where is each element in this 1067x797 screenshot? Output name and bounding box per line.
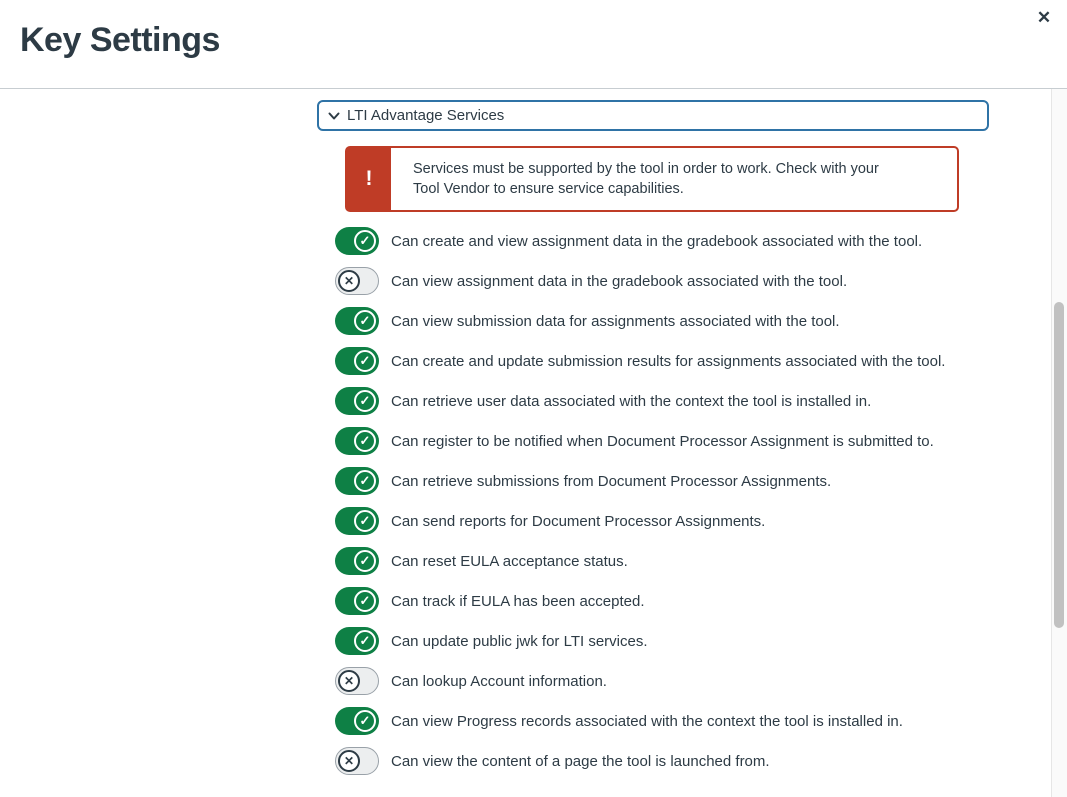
toggle-switch[interactable] <box>335 707 379 735</box>
page-title: Key Settings <box>20 21 220 59</box>
check-icon: ✓ <box>354 430 376 452</box>
check-icon: ✓ <box>354 230 376 252</box>
close-icon[interactable]: ✕ <box>1029 3 1059 33</box>
check-icon: ✓ <box>354 350 376 372</box>
toggle-label: Can view submission data for assignments associated with the tool. <box>391 312 840 330</box>
modal-header <box>0 0 1067 89</box>
toggle-label: Can view Progress records associated with the context the tool is installed in. <box>391 712 903 730</box>
check-icon: ✓ <box>354 550 376 572</box>
vertical-scrollbar-thumb[interactable] <box>1054 302 1064 628</box>
x-icon: ✕ <box>338 670 360 692</box>
vertical-scrollbar-track[interactable] <box>1051 89 1067 797</box>
toggle-switch[interactable] <box>335 267 379 295</box>
toggle-label: Can create and update submission results for assignments associated with the tool. <box>391 352 946 370</box>
toggle-switch[interactable] <box>335 547 379 575</box>
toggle-switch[interactable] <box>335 507 379 535</box>
toggle-row <box>317 661 989 701</box>
toggle-switch[interactable] <box>335 467 379 495</box>
toggle-label: Can retrieve submissions from Document Processor Assignments. <box>391 472 832 490</box>
toggle-label: Can track if EULA has been accepted. <box>391 592 645 610</box>
check-icon: ✓ <box>354 590 376 612</box>
toggle-row <box>317 501 989 541</box>
chevron-down-icon <box>327 109 341 123</box>
check-icon: ✓ <box>354 390 376 412</box>
toggle-switch[interactable] <box>335 347 379 375</box>
toggle-row <box>317 541 989 581</box>
toggle-switch[interactable] <box>335 747 379 775</box>
check-icon: ✓ <box>354 710 376 732</box>
toggle-switch[interactable] <box>335 387 379 415</box>
toggle-switch[interactable] <box>335 627 379 655</box>
toggle-row <box>317 301 989 341</box>
toggle-row <box>317 581 989 621</box>
toggle-label: Can view the content of a page the tool is launched from. <box>391 752 770 770</box>
toggle-label: Can send reports for Document Processor Assignments. <box>391 512 766 530</box>
service-toggle-list <box>317 221 989 781</box>
check-icon: ✓ <box>354 510 376 532</box>
toggle-row <box>317 381 989 421</box>
check-icon: ✓ <box>354 310 376 332</box>
toggle-switch[interactable] <box>335 307 379 335</box>
alert-message: Services must be supported by the tool in order to work. Check with your Tool Vendor to ensure service capabilities. <box>413 161 879 197</box>
toggle-row <box>317 741 989 781</box>
section-label: LTI Advantage Services <box>347 107 505 124</box>
toggle-switch[interactable] <box>335 227 379 255</box>
toggle-row <box>317 261 989 301</box>
toggle-switch[interactable] <box>335 667 379 695</box>
x-icon: ✕ <box>338 750 360 772</box>
toggle-row <box>317 341 989 381</box>
toggle-label: Can create and view assignment data in the gradebook associated with the tool. <box>391 232 923 250</box>
x-icon: ✕ <box>338 270 360 292</box>
toggle-switch[interactable] <box>335 587 379 615</box>
toggle-switch[interactable] <box>335 427 379 455</box>
toggle-row <box>317 461 989 501</box>
exclamation-icon: ! <box>347 148 391 210</box>
toggle-label: Can retrieve user data associated with the context the tool is installed in. <box>391 392 872 410</box>
check-icon: ✓ <box>354 630 376 652</box>
toggle-label: Can update public jwk for LTI services. <box>391 632 648 650</box>
toggle-row <box>317 701 989 741</box>
check-icon: ✓ <box>354 470 376 492</box>
toggle-row <box>317 421 989 461</box>
modal-body <box>0 89 1051 797</box>
toggle-row <box>317 221 989 261</box>
toggle-label: Can view assignment data in the gradebook associated with the tool. <box>391 272 848 290</box>
toggle-label: Can reset EULA acceptance status. <box>391 552 628 570</box>
section-expander-lti-advantage-services[interactable] <box>317 100 989 131</box>
toggle-row <box>317 621 989 661</box>
toggle-label: Can register to be notified when Document Processor Assignment is submitted to. <box>391 432 934 450</box>
settings-column <box>317 100 989 781</box>
toggle-label: Can lookup Account information. <box>391 672 607 690</box>
warning-alert <box>345 146 959 212</box>
